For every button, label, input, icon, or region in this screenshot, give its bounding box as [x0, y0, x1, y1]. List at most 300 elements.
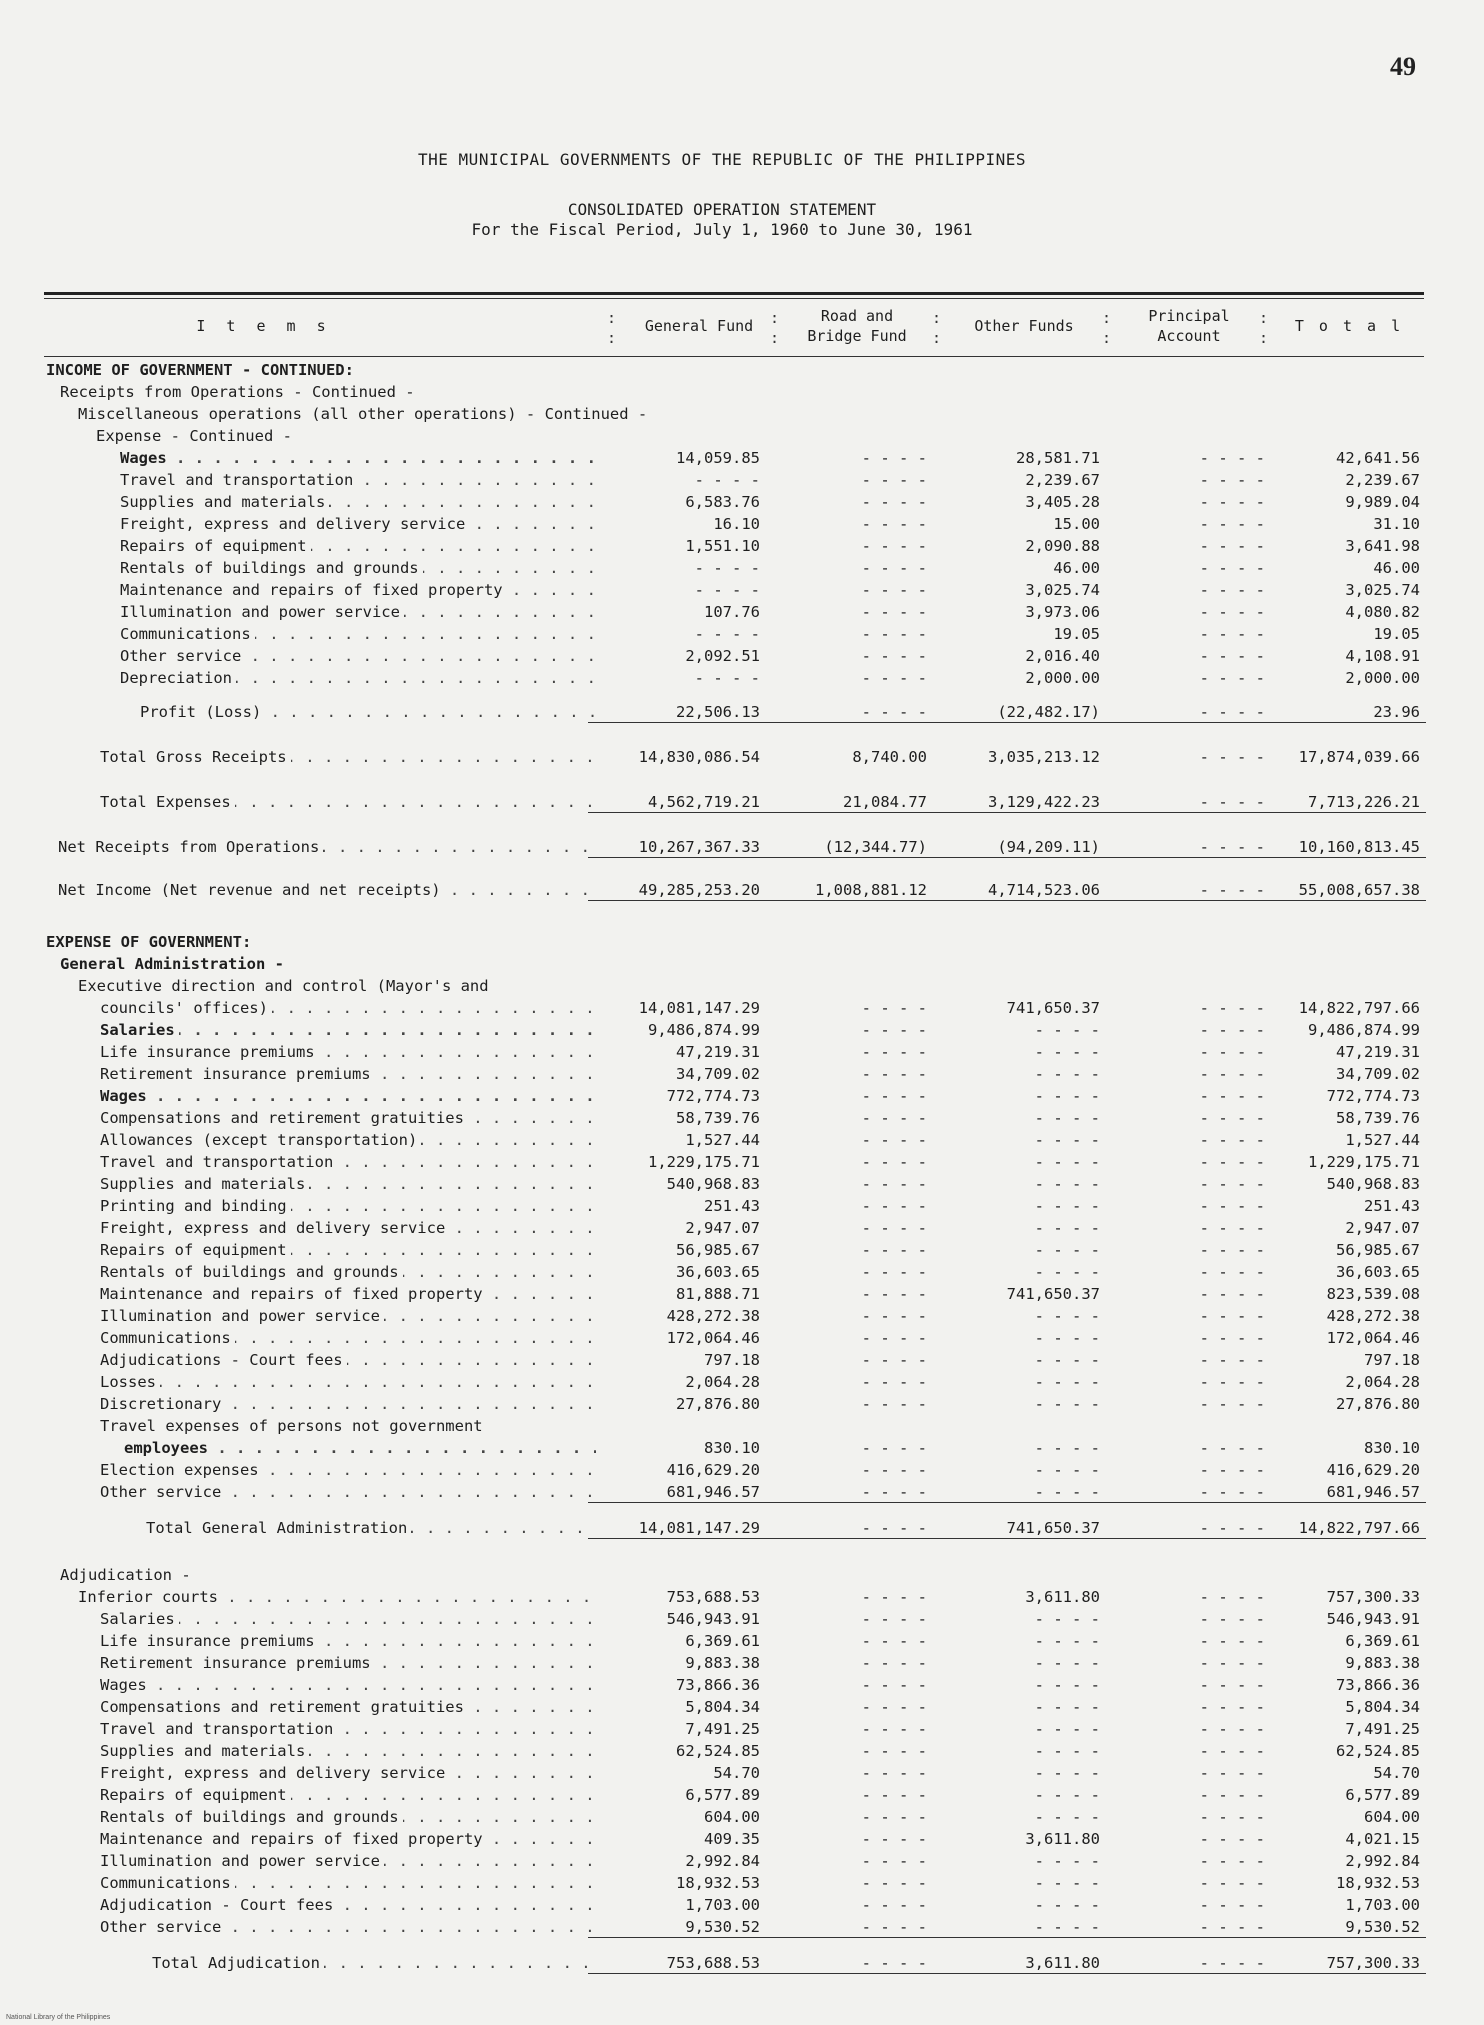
cell-road-bridge-fund: - - - - [861, 1087, 927, 1105]
cell-principal-account: - - - - [1199, 515, 1265, 533]
table-row [0, 580, 1484, 600]
cell-general-fund: 772,774.73 [666, 1087, 760, 1105]
table-row [0, 1240, 1484, 1260]
cell-total: 2,064.28 [1345, 1373, 1420, 1391]
cell-total: 36,603.65 [1336, 1263, 1420, 1281]
table-row [0, 1807, 1484, 1827]
row-label-text: General Administration - [60, 955, 288, 973]
col-principal-line1: Principal [1148, 307, 1230, 325]
table-row [0, 1218, 1484, 1238]
cell-principal-account: - - - - [1199, 1786, 1265, 1804]
cell-other-funds: - - - - [950, 1917, 1100, 1937]
cell-general-fund: 409.35 [704, 1830, 760, 1848]
cell-other-funds: - - - - [1034, 1786, 1100, 1804]
table-row [0, 492, 1484, 512]
cell-other-funds: - - - - [1034, 1610, 1100, 1628]
row-label-text: Retirement insurance premiums [100, 1065, 375, 1083]
row-label [100, 1719, 596, 1739]
table-row [0, 1741, 1484, 1761]
row-label [100, 1482, 596, 1502]
row-label-text: Compensations and retirement gratuities [100, 1109, 468, 1127]
cell-other-funds: - - - - [1034, 1852, 1100, 1870]
table-row [0, 646, 1484, 666]
cell-general-fund: 9,530.52 [610, 1917, 760, 1937]
cell-total: 4,021.15 [1345, 1830, 1420, 1848]
col-separator: : : [770, 309, 780, 347]
row-label [100, 1394, 596, 1414]
row-label-text: Other service [100, 1918, 225, 1936]
cell-total: 416,629.20 [1326, 1461, 1420, 1479]
cell-total: 830.10 [1364, 1439, 1420, 1457]
cell-other-funds: 28,581.71 [1016, 449, 1100, 467]
cell-total: 823,539.08 [1326, 1285, 1420, 1303]
table-row [0, 1609, 1484, 1629]
cell-principal-account: - - - - [1199, 1241, 1265, 1259]
cell-total: 2,947.07 [1345, 1219, 1420, 1237]
col-principal-header [1114, 306, 1264, 346]
cell-other-funds: - - - - [1034, 1021, 1100, 1039]
cell-total: 428,272.38 [1326, 1307, 1420, 1325]
row-label [120, 580, 596, 600]
row-label [100, 1108, 596, 1128]
cell-other-funds: - - - - [1034, 1065, 1100, 1083]
row-label-text: Rentals of buildings and grounds [100, 1263, 403, 1281]
col-principal-line2: Account [1157, 327, 1221, 345]
cell-other-funds: (22,482.17) [950, 702, 1100, 722]
header-top-rule-2 [44, 298, 1424, 299]
col-road-bridge-line1: Road and [820, 307, 894, 325]
cell-principal-account: - - - - [1199, 603, 1265, 621]
cell-other-funds: - - - - [1034, 1131, 1100, 1149]
row-label-text: Profit (Loss) [140, 703, 265, 721]
cell-road-bridge-fund: - - - - [861, 493, 927, 511]
cell-road-bridge-fund: - - - - [861, 999, 927, 1017]
cell-other-funds: - - - - [1034, 1896, 1100, 1914]
cell-principal-account: - - - - [1199, 1307, 1265, 1325]
cell-total: 2,992.84 [1345, 1852, 1420, 1870]
cell-principal-account: - - - - [1199, 471, 1265, 489]
cell-road-bridge-fund: - - - - [861, 1439, 927, 1457]
cell-road-bridge-fund: (12,344.77) [777, 837, 927, 857]
cell-principal-account: - - - - [1199, 1852, 1265, 1870]
cell-general-fund: 49,285,253.20 [610, 880, 760, 900]
cell-principal-account: - - - - [1199, 1153, 1265, 1171]
row-label [100, 1086, 596, 1106]
cell-road-bridge-fund: - - - - [861, 1786, 927, 1804]
cell-principal-account: - - - - [1115, 1953, 1265, 1973]
row-label-text: Maintenance and repairs of fixed property [100, 1830, 487, 1848]
cell-total: 5,804.34 [1345, 1698, 1420, 1716]
cell-total: 7,491.25 [1345, 1720, 1420, 1738]
cell-road-bridge-fund: - - - - [861, 1043, 927, 1061]
row-label-text: Freight, express and delivery service [100, 1219, 449, 1237]
row-label [58, 837, 596, 857]
cell-other-funds: 2,090.88 [1025, 537, 1100, 555]
cell-total: 3,641.98 [1345, 537, 1420, 555]
column-header [44, 302, 1424, 356]
row-label [100, 1609, 596, 1629]
row-label [100, 1020, 596, 1040]
row-label [100, 1064, 596, 1084]
cell-road-bridge-fund: - - - - [777, 1518, 927, 1538]
cell-road-bridge-fund: - - - - [861, 1395, 927, 1413]
table-row [0, 668, 1484, 688]
cell-other-funds: - - - - [1034, 1263, 1100, 1281]
row-label [46, 360, 1100, 380]
cell-general-fund: 1,527.44 [685, 1131, 760, 1149]
cell-road-bridge-fund: - - - - [861, 1131, 927, 1149]
cell-total: 2,239.67 [1345, 471, 1420, 489]
row-label [100, 1785, 596, 1805]
row-label [100, 1895, 596, 1915]
cell-principal-account: - - - - [1199, 1742, 1265, 1760]
cell-other-funds: 3,611.80 [950, 1953, 1100, 1973]
cell-principal-account: - - - - [1199, 1021, 1265, 1039]
table-row [0, 1953, 1484, 1973]
cell-other-funds: - - - - [950, 1482, 1100, 1502]
cell-principal-account: - - - - [1199, 1131, 1265, 1149]
col-road-bridge-header [782, 306, 932, 346]
cell-other-funds: 4,714,523.06 [950, 880, 1100, 900]
cell-principal-account: - - - - [1199, 1896, 1265, 1914]
cell-general-fund: 56,985.67 [676, 1241, 760, 1259]
cell-road-bridge-fund: - - - - [861, 471, 927, 489]
row-label-text: Travel expenses of persons not government [100, 1417, 487, 1435]
row-label [100, 1851, 596, 1871]
table-row [0, 1851, 1484, 1871]
table-row [0, 1829, 1484, 1849]
cell-principal-account: - - - - [1199, 1285, 1265, 1303]
table-row [0, 932, 1484, 952]
row-label [120, 646, 596, 666]
cell-principal-account: - - - - [1199, 1764, 1265, 1782]
row-label-text: Supplies and materials [100, 1742, 309, 1760]
cell-total: 31.10 [1373, 515, 1420, 533]
cell-road-bridge-fund: - - - - [861, 1830, 927, 1848]
row-label [100, 1653, 596, 1673]
cell-other-funds: - - - - [1034, 1175, 1100, 1193]
footer-credit: National Library of the Philippines [6, 2014, 111, 2021]
cell-general-fund: - - - - [694, 625, 760, 643]
cell-total: 62,524.85 [1336, 1742, 1420, 1760]
cell-other-funds: - - - - [1034, 1720, 1100, 1738]
row-label [100, 1306, 596, 1326]
row-label [120, 470, 596, 490]
cell-total: 6,369.61 [1345, 1632, 1420, 1650]
cell-road-bridge-fund: - - - - [861, 1808, 927, 1826]
cell-road-bridge-fund: - - - - [861, 1461, 927, 1479]
row-label-text: Freight, express and delivery service [100, 1764, 449, 1782]
table-row [0, 1653, 1484, 1673]
row-label [100, 1763, 596, 1783]
cell-road-bridge-fund: - - - - [861, 1263, 927, 1281]
cell-other-funds: 46.00 [1053, 559, 1100, 577]
cell-principal-account: - - - - [1199, 1109, 1265, 1127]
row-label-text: Adjudications - Court fees [100, 1351, 347, 1369]
cell-road-bridge-fund: - - - - [861, 1654, 927, 1672]
row-label [58, 880, 596, 900]
cell-road-bridge-fund: - - - - [777, 1917, 927, 1937]
table-row [0, 514, 1484, 534]
cell-total: 540,968.83 [1326, 1175, 1420, 1193]
row-label-text: Total Adjudication [152, 1954, 324, 1972]
row-label-text: Discretionary [100, 1395, 225, 1413]
row-label [100, 1262, 596, 1282]
row-label [100, 747, 596, 767]
cell-total: 6,577.89 [1345, 1786, 1420, 1804]
cell-total: 757,300.33 [1270, 1953, 1420, 1973]
cell-principal-account: - - - - [1115, 837, 1265, 857]
cell-other-funds: - - - - [1034, 1632, 1100, 1650]
cell-principal-account: - - - - [1199, 1351, 1265, 1369]
col-separator: : : [1102, 309, 1112, 347]
row-label-text: Total General Administration [146, 1519, 411, 1537]
col-road-bridge-line2: Bridge Fund [807, 327, 907, 345]
cell-other-funds: - - - - [1034, 1241, 1100, 1259]
cell-general-fund: - - - - [694, 669, 760, 687]
row-label [120, 536, 596, 556]
cell-other-funds: - - - - [1034, 1219, 1100, 1237]
cell-general-fund: 830.10 [704, 1439, 760, 1457]
cell-road-bridge-fund: - - - - [861, 515, 927, 533]
row-label-text: Depreciation [120, 669, 236, 687]
cell-principal-account: - - - - [1199, 1676, 1265, 1694]
table-row [0, 1372, 1484, 1392]
cell-general-fund: 681,946.57 [610, 1482, 760, 1502]
cell-principal-account: - - - - [1199, 1588, 1265, 1606]
cell-road-bridge-fund: - - - - [777, 1953, 927, 1973]
row-label [124, 1438, 596, 1458]
cell-total: 42,641.56 [1336, 449, 1420, 467]
cell-general-fund: 6,577.89 [685, 1786, 760, 1804]
row-label-text: Wages [100, 1676, 151, 1694]
row-label [100, 1917, 596, 1937]
row-label [146, 1518, 596, 1538]
cell-other-funds: 3,611.80 [1025, 1830, 1100, 1848]
table-row [0, 1587, 1484, 1607]
cell-general-fund: 18,932.53 [676, 1874, 760, 1892]
cell-other-funds: 3,405.28 [1025, 493, 1100, 511]
row-label [100, 1350, 596, 1370]
cell-other-funds: - - - - [1034, 1676, 1100, 1694]
row-label-text: Rentals of buildings and grounds [120, 559, 423, 577]
row-label-text: Retirement insurance premiums [100, 1654, 375, 1672]
row-label-text: Repairs of equipment [100, 1241, 291, 1259]
cell-total: 757,300.33 [1326, 1588, 1420, 1606]
report-subtitle [0, 200, 1444, 240]
row-label-text: Wages [120, 449, 171, 467]
row-label [60, 954, 1100, 974]
cell-other-funds: 741,650.37 [1006, 999, 1100, 1017]
table-row [0, 360, 1484, 380]
cell-road-bridge-fund: - - - - [861, 1219, 927, 1237]
cell-general-fund: 14,059.85 [676, 449, 760, 467]
row-label [120, 624, 596, 644]
cell-principal-account: - - - - [1199, 537, 1265, 555]
cell-principal-account: - - - - [1199, 449, 1265, 467]
cell-general-fund: 16.10 [713, 515, 760, 533]
cell-road-bridge-fund: - - - - [861, 1632, 927, 1650]
cell-general-fund: 34,709.02 [676, 1065, 760, 1083]
cell-principal-account: - - - - [1199, 669, 1265, 687]
cell-general-fund: 604.00 [704, 1808, 760, 1826]
table-row [0, 1895, 1484, 1915]
cell-general-fund: 54.70 [713, 1764, 760, 1782]
row-label-text: EXPENSE OF GOVERNMENT: [46, 933, 255, 951]
row-label [100, 1372, 596, 1392]
cell-total: 251.43 [1364, 1197, 1420, 1215]
row-label [120, 448, 596, 468]
cell-other-funds: - - - - [1034, 1307, 1100, 1325]
cell-other-funds: 741,650.37 [950, 1518, 1100, 1538]
cell-principal-account: - - - - [1199, 1197, 1265, 1215]
row-label [100, 1130, 596, 1150]
row-label-text: Supplies and materials [100, 1175, 309, 1193]
cell-principal-account: - - - - [1199, 1632, 1265, 1650]
cell-road-bridge-fund: - - - - [861, 1742, 927, 1760]
cell-principal-account: - - - - [1199, 1720, 1265, 1738]
table-row [0, 1306, 1484, 1326]
table-row [0, 1518, 1484, 1538]
cell-general-fund: 2,947.07 [685, 1219, 760, 1237]
table-row [0, 1064, 1484, 1084]
cell-total: 7,713,226.21 [1270, 792, 1420, 812]
cell-other-funds: - - - - [1034, 1395, 1100, 1413]
cell-other-funds: - - - - [1034, 1351, 1100, 1369]
row-label-text: councils' offices) [100, 999, 272, 1017]
row-label-text: Other service [100, 1483, 225, 1501]
cell-other-funds: 3,611.80 [1025, 1588, 1100, 1606]
cell-road-bridge-fund: - - - - [861, 1065, 927, 1083]
cell-total: 56,985.67 [1336, 1241, 1420, 1259]
table-row [0, 1697, 1484, 1717]
cell-principal-account: - - - - [1199, 647, 1265, 665]
row-label-text: Repairs of equipment [120, 537, 311, 555]
row-label-text: Rentals of buildings and grounds [100, 1808, 403, 1826]
table-row [0, 1130, 1484, 1150]
cell-road-bridge-fund: - - - - [861, 1153, 927, 1171]
row-label-text: Net Income (Net revenue and net receipts) [58, 881, 445, 899]
cell-road-bridge-fund: - - - - [861, 1329, 927, 1347]
cell-road-bridge-fund: - - - - [861, 1720, 927, 1738]
cell-other-funds: 3,035,213.12 [988, 748, 1100, 766]
table-row [0, 1785, 1484, 1805]
cell-road-bridge-fund: - - - - [861, 1373, 927, 1391]
row-label [100, 1460, 596, 1480]
row-label-text: Total Gross Receipts [100, 748, 291, 766]
row-label [152, 1953, 596, 1973]
table-row [0, 837, 1484, 857]
row-label-text: Executive direction and control (Mayor's and [78, 977, 493, 995]
cell-general-fund: 753,688.53 [610, 1953, 760, 1973]
cell-other-funds: 2,239.67 [1025, 471, 1100, 489]
cell-total: 797.18 [1364, 1351, 1420, 1369]
row-label-text: Salaries [100, 1610, 179, 1628]
row-label-text: Other service [120, 647, 245, 665]
cell-total: 4,080.82 [1345, 603, 1420, 621]
cell-total: 3,025.74 [1345, 581, 1420, 599]
table-row [0, 1675, 1484, 1695]
cell-total: 34,709.02 [1336, 1065, 1420, 1083]
cell-principal-account: - - - - [1115, 880, 1265, 900]
table-row [0, 1416, 1484, 1436]
cell-other-funds: - - - - [1034, 1764, 1100, 1782]
row-label-text: Losses [100, 1373, 160, 1391]
col-separator: : : [932, 309, 942, 347]
table-row [0, 1020, 1484, 1040]
cell-road-bridge-fund: - - - - [861, 669, 927, 687]
table-row [0, 1438, 1484, 1458]
cell-road-bridge-fund: - - - - [861, 1285, 927, 1303]
table-row [0, 1763, 1484, 1783]
cell-other-funds: - - - - [1034, 1461, 1100, 1479]
table-row [0, 624, 1484, 644]
cell-road-bridge-fund: - - - - [861, 1896, 927, 1914]
row-label [100, 1196, 596, 1216]
cell-general-fund: 753,688.53 [666, 1588, 760, 1606]
row-label-text: Communications [100, 1874, 235, 1892]
row-label [96, 426, 1100, 446]
cell-road-bridge-fund: - - - - [861, 1197, 927, 1215]
row-label [100, 1174, 596, 1194]
row-label [100, 1675, 596, 1695]
cell-principal-account: - - - - [1199, 999, 1265, 1017]
row-label [78, 1587, 596, 1607]
cell-road-bridge-fund: - - - - [861, 1241, 927, 1259]
table-row [0, 954, 1484, 974]
cell-general-fund: 172,064.46 [666, 1329, 760, 1347]
cell-total: 17,874,039.66 [1298, 748, 1420, 766]
row-label-text: Communications [100, 1329, 235, 1347]
cell-other-funds: 19.05 [1053, 625, 1100, 643]
cell-road-bridge-fund: - - - - [861, 581, 927, 599]
cell-principal-account: - - - - [1199, 581, 1265, 599]
row-label [78, 976, 1100, 996]
row-label [100, 1829, 596, 1849]
cell-principal-account: - - - - [1115, 1482, 1265, 1502]
row-label-text: Adjudication - [60, 1566, 195, 1584]
cell-road-bridge-fund: - - - - [861, 537, 927, 555]
cell-total: 73,866.36 [1336, 1676, 1420, 1694]
cell-other-funds: - - - - [1034, 1373, 1100, 1391]
cell-other-funds: - - - - [1034, 1742, 1100, 1760]
row-label [120, 602, 596, 622]
cell-principal-account: - - - - [1199, 1175, 1265, 1193]
cell-road-bridge-fund: - - - - [777, 702, 927, 722]
col-separator: : : [1259, 309, 1269, 347]
cell-other-funds: (94,209.11) [950, 837, 1100, 857]
row-label [46, 932, 1100, 952]
cell-other-funds: 2,000.00 [1025, 669, 1100, 687]
cell-general-fund: 540,968.83 [666, 1175, 760, 1193]
cell-general-fund: 14,081,147.29 [610, 1518, 760, 1538]
cell-principal-account: - - - - [1199, 1043, 1265, 1061]
row-label-text: Illumination and power service [100, 1852, 384, 1870]
cell-road-bridge-fund: - - - - [861, 1351, 927, 1369]
cell-total: 1,229,175.71 [1308, 1153, 1420, 1171]
row-label-text: Repairs of equipment [100, 1786, 291, 1804]
cell-general-fund: 546,943.91 [666, 1610, 760, 1628]
table-row [0, 448, 1484, 468]
col-other-funds-header: Other Funds [974, 317, 1074, 335]
table-row [0, 998, 1484, 1018]
cell-road-bridge-fund: - - - - [861, 1588, 927, 1606]
row-label [100, 1218, 596, 1238]
cell-principal-account: - - - - [1199, 1461, 1265, 1479]
row-label [120, 492, 596, 512]
cell-total: 19.05 [1373, 625, 1420, 643]
cell-other-funds: - - - - [1034, 1874, 1100, 1892]
